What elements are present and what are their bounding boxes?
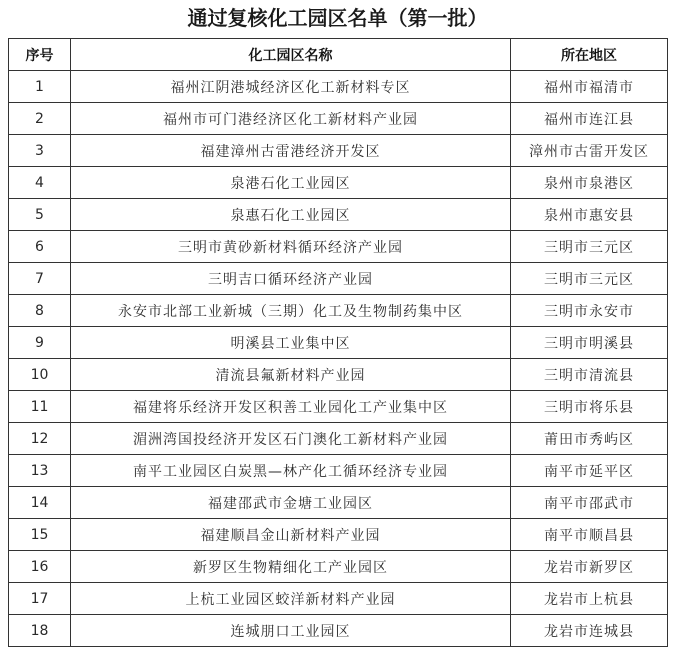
park-name-cell: 福州市可门港经济区化工新材料产业园 <box>71 103 511 135</box>
park-name-cell: 新罗区生物精细化工产业园区 <box>71 551 511 583</box>
table-header-row <box>9 39 668 71</box>
page-title: 通过复核化工园区名单（第一批） <box>187 6 488 30</box>
park-name-cell: 福建顺昌金山新材料产业园 <box>71 519 511 551</box>
row-number: 7 <box>9 263 71 295</box>
region-cell: 龙岩市连城县 <box>511 615 668 647</box>
table-row <box>9 71 668 103</box>
park-name-cell: 连城朋口工业园区 <box>71 615 511 647</box>
row-number: 3 <box>9 135 71 167</box>
region-cell: 南平市顺昌县 <box>511 519 668 551</box>
row-number: 13 <box>9 455 71 487</box>
row-number: 10 <box>9 359 71 391</box>
table-row <box>9 455 668 487</box>
row-number: 8 <box>9 295 71 327</box>
table-row <box>9 391 668 423</box>
region-cell: 三明市三元区 <box>511 231 668 263</box>
row-number: 4 <box>9 167 71 199</box>
region-cell: 福州市连江县 <box>511 103 668 135</box>
column-header-number: 序号 <box>9 39 71 71</box>
table-row <box>9 103 668 135</box>
row-number: 6 <box>9 231 71 263</box>
region-cell: 三明市永安市 <box>511 295 668 327</box>
row-number: 1 <box>9 71 71 103</box>
row-number: 15 <box>9 519 71 551</box>
row-number: 17 <box>9 583 71 615</box>
table-row <box>9 135 668 167</box>
park-name-cell: 南平工业园区白炭黑—林产化工循环经济专业园 <box>71 455 511 487</box>
row-number: 14 <box>9 487 71 519</box>
region-cell: 漳州市古雷开发区 <box>511 135 668 167</box>
table-row <box>9 231 668 263</box>
park-name-cell: 福建邵武市金塘工业园区 <box>71 487 511 519</box>
row-number: 18 <box>9 615 71 647</box>
park-name-cell: 湄洲湾国投经济开发区石门澳化工新材料产业园 <box>71 423 511 455</box>
region-cell: 三明市将乐县 <box>511 391 668 423</box>
park-name-cell: 清流县氟新材料产业园 <box>71 359 511 391</box>
table-row <box>9 327 668 359</box>
park-name-cell: 泉惠石化工业园区 <box>71 199 511 231</box>
column-header-park-name: 化工园区名称 <box>71 39 511 71</box>
row-number: 9 <box>9 327 71 359</box>
region-cell: 龙岩市新罗区 <box>511 551 668 583</box>
region-cell: 龙岩市上杭县 <box>511 583 668 615</box>
park-name-cell: 上杭工业园区蛟洋新材料产业园 <box>71 583 511 615</box>
row-number: 11 <box>9 391 71 423</box>
row-number: 12 <box>9 423 71 455</box>
park-name-cell: 三明吉口循环经济产业园 <box>71 263 511 295</box>
park-name-cell: 福建将乐经济开发区积善工业园化工产业集中区 <box>71 391 511 423</box>
table-row <box>9 615 668 647</box>
chemical-park-table <box>8 38 668 647</box>
region-cell: 泉州市泉港区 <box>511 167 668 199</box>
table-row <box>9 263 668 295</box>
table-row <box>9 359 668 391</box>
region-cell: 南平市邵武市 <box>511 487 668 519</box>
park-name-cell: 福建漳州古雷港经济开发区 <box>71 135 511 167</box>
column-header-region: 所在地区 <box>511 39 668 71</box>
region-cell: 莆田市秀屿区 <box>511 423 668 455</box>
table-row <box>9 295 668 327</box>
park-name-cell: 明溪县工业集中区 <box>71 327 511 359</box>
table-row <box>9 551 668 583</box>
region-cell: 南平市延平区 <box>511 455 668 487</box>
row-number: 16 <box>9 551 71 583</box>
table-row <box>9 583 668 615</box>
region-cell: 三明市明溪县 <box>511 327 668 359</box>
park-name-cell: 三明市黄砂新材料循环经济产业园 <box>71 231 511 263</box>
park-name-cell: 永安市北部工业新城（三期）化工及生物制药集中区 <box>71 295 511 327</box>
region-cell: 三明市三元区 <box>511 263 668 295</box>
park-name-cell: 泉港石化工业园区 <box>71 167 511 199</box>
region-cell: 泉州市惠安县 <box>511 199 668 231</box>
table-row <box>9 423 668 455</box>
table-row <box>9 487 668 519</box>
row-number: 2 <box>9 103 71 135</box>
table-body <box>9 71 668 647</box>
region-cell: 福州市福清市 <box>511 71 668 103</box>
table-row <box>9 167 668 199</box>
table-row <box>9 519 668 551</box>
park-name-cell: 福州江阴港城经济区化工新材料专区 <box>71 71 511 103</box>
table-row <box>9 199 668 231</box>
row-number: 5 <box>9 199 71 231</box>
region-cell: 三明市清流县 <box>511 359 668 391</box>
